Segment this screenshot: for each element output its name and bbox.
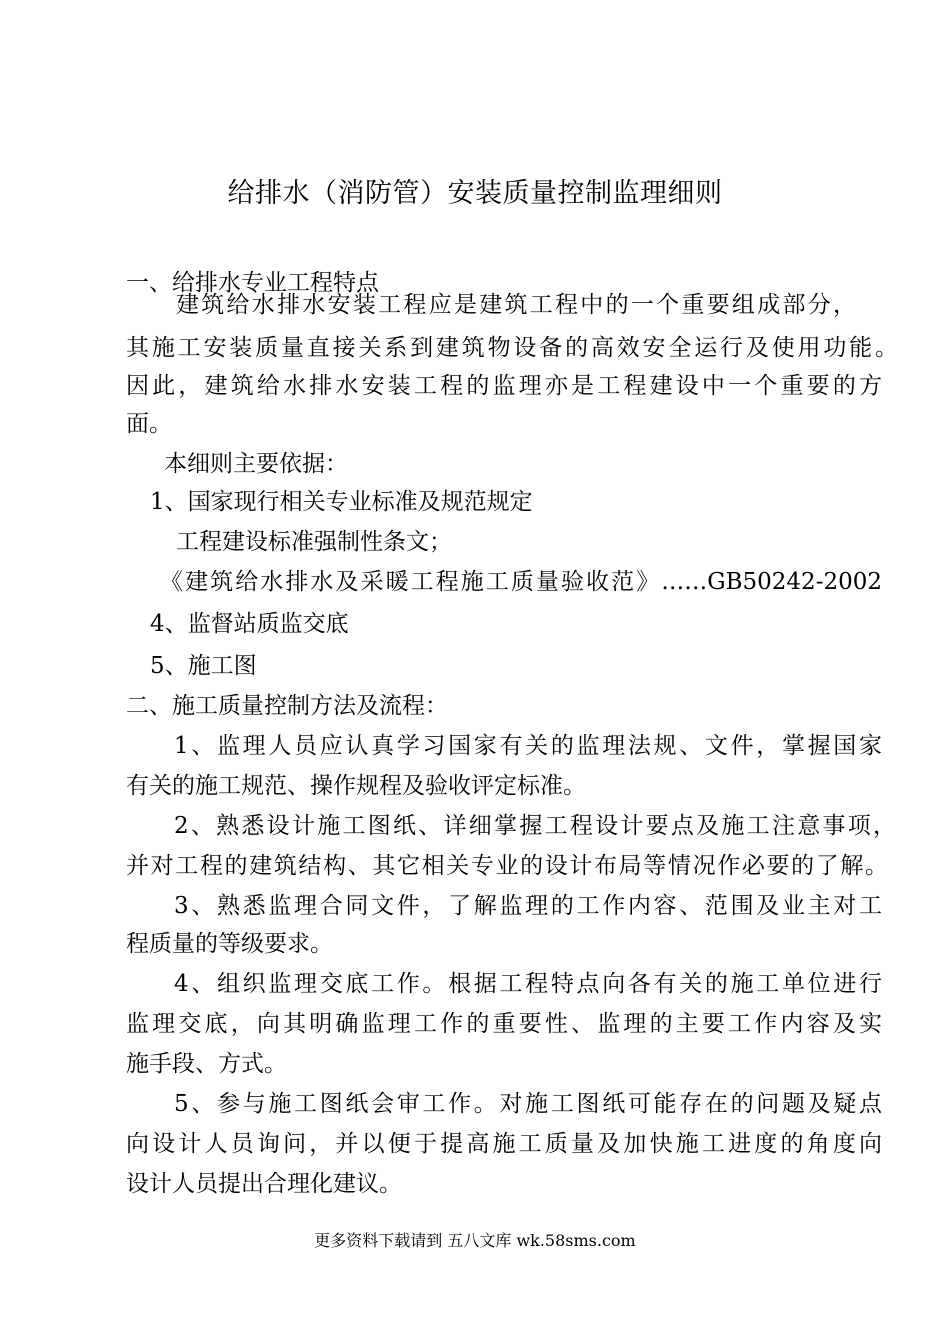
- basis-heading: 本细则主要依据：: [164, 451, 348, 477]
- paragraph-line: 1、监理人员应认真学习国家有关的监理法规、文件，掌握国家: [174, 733, 882, 759]
- basis-item-3: 《建筑给水排水及采暖工程施工质量验收范》……GB50242-2002: [160, 569, 882, 595]
- paragraph-line: 设计人员提出合理化建议。: [126, 1171, 402, 1197]
- basis-item-2: 工程建设标准强制性条文；: [176, 529, 452, 555]
- paragraph-line: 面。: [126, 411, 172, 437]
- basis-item-5: 5、施工图: [150, 653, 257, 679]
- paragraph-line: 5、参与施工图纸会审工作。对施工图纸可能存在的问题及疑点: [174, 1091, 882, 1117]
- paragraph-line: 因此，建筑给水排水安装工程的监理亦是工程建设中一个重要的方: [126, 373, 882, 399]
- paragraph-line: 3、熟悉监理合同文件，了解监理的工作内容、范围及业主对工: [174, 893, 882, 919]
- document-title: 给排水（消防管）安装质量控制监理细则: [227, 178, 723, 209]
- paragraph-line: 2、熟悉设计施工图纸、详细掌握工程设计要点及施工注意事项，: [174, 813, 896, 839]
- basis-item-1: 1、国家现行相关专业标准及规范规定: [150, 489, 533, 515]
- paragraph-line: 有关的施工规范、操作规程及验收评定标准。: [126, 773, 586, 799]
- paragraph-line: 并对工程的建筑结构、其它相关专业的设计布局等情况作必要的了解。: [126, 853, 888, 879]
- paragraph-line: 施手段、方式。: [126, 1051, 287, 1077]
- paragraph-line: 向设计人员询问，并以便于提高施工质量及加快施工进度的角度向: [126, 1131, 882, 1157]
- paragraph-line: 建筑给水排水安装工程应是建筑工程中的一个重要组成部分，: [176, 292, 856, 318]
- basis-item-4: 4、监督站质监交底: [150, 611, 349, 637]
- paragraph-line: 程质量的等级要求。: [126, 931, 333, 957]
- paragraph-line: 其施工安装质量直接关系到建筑物设备的高效安全运行及使用功能。: [126, 335, 898, 361]
- paragraph-line: 监理交底，向其明确监理工作的重要性、监理的主要工作内容及实: [126, 1011, 882, 1037]
- section-heading-2: 二、施工质量控制方法及流程：: [126, 693, 448, 719]
- paragraph-line: 4、组织监理交底工作。根据工程特点向各有关的施工单位进行: [174, 971, 882, 997]
- page-footer: 更多资料下载请到 五八文库 wk.58sms.com: [314, 1231, 636, 1250]
- section-heading-1: 一、给排水专业工程特点: [126, 270, 379, 296]
